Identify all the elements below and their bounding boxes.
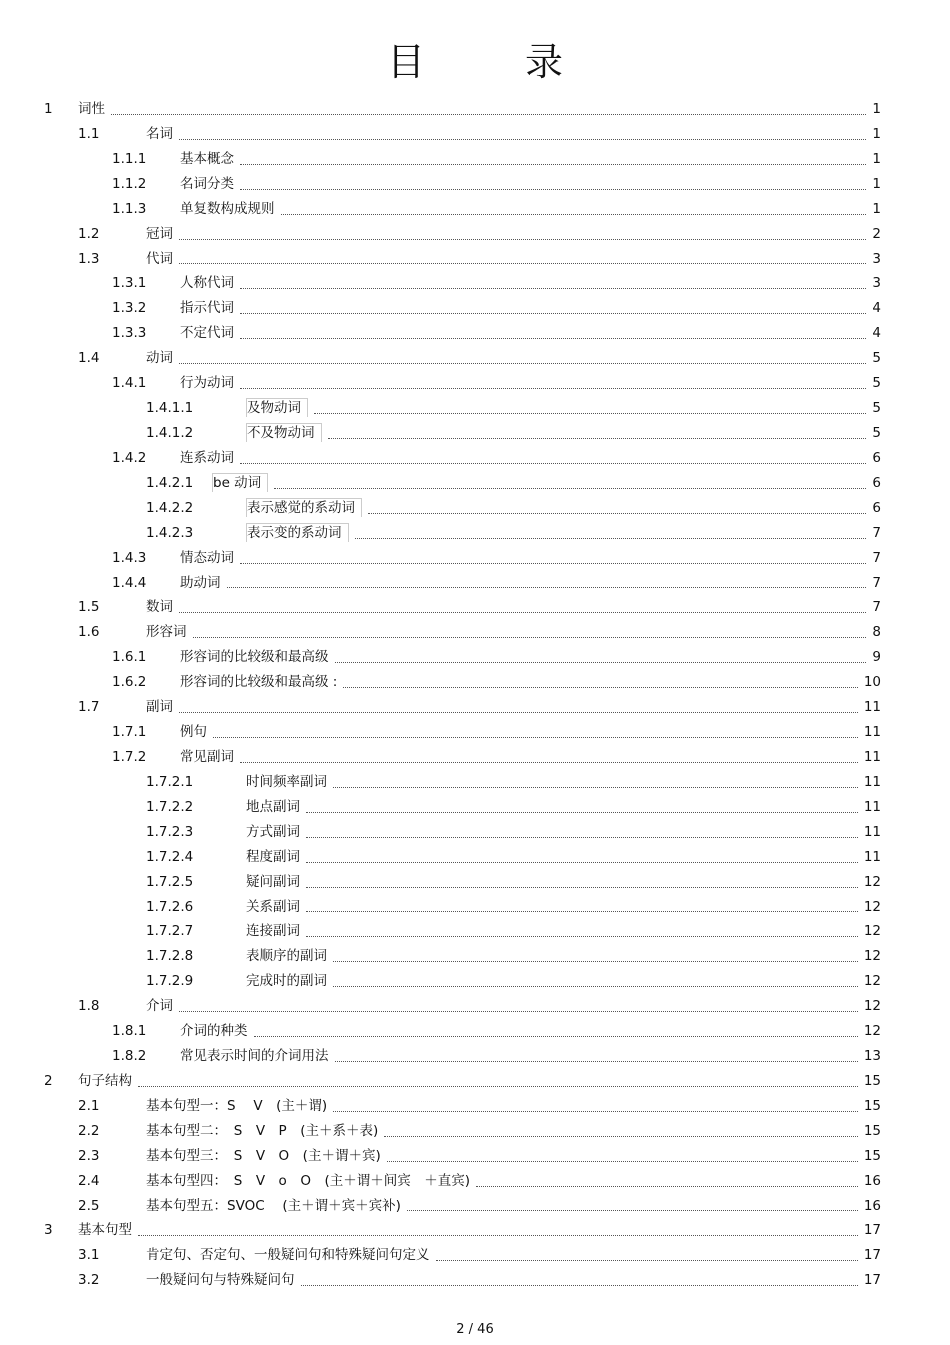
toc-leader-dots <box>254 1012 858 1037</box>
toc-entry-title: 完成时的副词 <box>246 969 331 994</box>
toc-leader-dots <box>281 190 866 215</box>
toc-entry-title: 连接副词 <box>246 919 304 944</box>
toc-entry-page: 11 <box>863 848 881 865</box>
toc-leader-dots <box>240 439 866 464</box>
toc-leader-dots <box>179 688 858 713</box>
toc-entry-title: 常见表示时间的介词用法 <box>180 1044 333 1069</box>
toc-entry-title: 表示感觉的系动词 <box>246 496 366 521</box>
toc-entry-page: 9 <box>872 649 881 666</box>
toc-entry-number: 1.8 <box>78 998 100 1015</box>
toc-entry-page: 7 <box>872 574 881 591</box>
toc-entry-number: 1.1.3 <box>112 200 147 217</box>
toc-entry-page: 12 <box>863 973 881 990</box>
toc-entry-page: 1 <box>872 175 881 192</box>
toc-entry-page: 17 <box>863 1222 881 1239</box>
toc-entry-number: 1.7.2.1 <box>146 773 194 790</box>
toc-entry-number: 1.4.1 <box>112 375 147 392</box>
toc-entry-number: 1.7.2.8 <box>146 948 194 965</box>
toc-entry-number: 1.7.2.7 <box>146 923 194 940</box>
toc-leader-dots <box>333 962 858 987</box>
toc-entry-page: 4 <box>872 325 881 342</box>
toc-entry-number: 1.4.1.2 <box>146 424 194 441</box>
toc-entry-page: 3 <box>872 250 881 267</box>
toc-entry-number: 1.4.3 <box>112 549 147 566</box>
toc-entry-number: 1.7.2.2 <box>146 798 194 815</box>
toc-entry-page: 11 <box>863 748 881 765</box>
toc-entry-title: 形容词 <box>146 620 191 645</box>
toc-leader-dots <box>179 339 866 364</box>
toc-entry-page: 12 <box>863 948 881 965</box>
toc-entry-page: 11 <box>863 699 881 716</box>
toc-entry-page: 6 <box>872 449 881 466</box>
toc-entry-number: 1.3 <box>78 250 100 267</box>
toc-leader-dots <box>306 813 858 838</box>
toc-entry-page: 12 <box>863 998 881 1015</box>
toc-entry-page: 13 <box>863 1048 881 1065</box>
toc-leader-dots <box>384 1112 858 1137</box>
toc-leader-dots <box>240 165 866 190</box>
toc-entry-title: 动词 <box>146 346 177 371</box>
toc-entry-title: 时间频率副词 <box>246 770 331 795</box>
toc-entry-number: 1.4.2.3 <box>146 524 194 541</box>
toc-leader-dots <box>301 1261 858 1286</box>
toc-leader-dots <box>274 464 866 489</box>
toc-entry-title: 名词分类 <box>180 172 238 197</box>
toc-leader-dots <box>227 564 866 589</box>
toc-entry-title: 行为动词 <box>180 371 238 396</box>
toc-entry-page: 17 <box>863 1247 881 1264</box>
toc-leader-dots <box>240 539 866 564</box>
toc-entry-page: 3 <box>872 275 881 292</box>
toc-entry-page: 16 <box>863 1172 881 1189</box>
toc-entry-number: 1.7.1 <box>112 724 147 741</box>
toc-leader-dots <box>240 314 866 339</box>
table-of-contents <box>0 97 950 1293</box>
toc-entry-page: 5 <box>872 350 881 367</box>
toc-leader-dots <box>328 414 866 439</box>
toc-entry-title: 基本句型四： S V o O (主＋谓＋间宾 ＋直宾) <box>146 1169 474 1194</box>
toc-entry-title: 例句 <box>180 720 211 745</box>
toc-leader-dots <box>179 987 858 1012</box>
toc-entry-title: 形容词的比较级和最高级 <box>180 645 333 670</box>
toc-entry-number: 1.4.2.1 <box>146 474 194 491</box>
toc-entry-number: 1.7.2.6 <box>146 898 194 915</box>
toc-leader-dots <box>368 489 866 514</box>
toc-entry-page: 10 <box>863 674 881 691</box>
toc-entry-title: 基本句型三： S V O (主＋谓＋宾) <box>146 1144 385 1169</box>
toc-entry-title: 单复数构成规则 <box>180 197 279 222</box>
toc-entry-number: 1.8.2 <box>112 1048 147 1065</box>
toc-entry-number: 1.6 <box>78 624 100 641</box>
toc-entry-number: 1.7.2.5 <box>146 873 194 890</box>
toc-entry-number: 2.3 <box>78 1147 100 1164</box>
toc-entry-title: 表顺序的副词 <box>246 944 331 969</box>
toc-entry-number: 3.1 <box>78 1247 100 1264</box>
toc-entry-number: 1.1.2 <box>112 175 147 192</box>
toc-entry-title: 冠词 <box>146 222 177 247</box>
toc-entry-title: 词性 <box>78 97 109 122</box>
toc-leader-dots <box>138 1062 858 1087</box>
toc-entry-number: 1.3.3 <box>112 325 147 342</box>
toc-entry-title: 基本句型 <box>78 1218 136 1243</box>
toc-leader-dots <box>306 838 858 863</box>
toc-entry-title: 介词的种类 <box>180 1019 252 1044</box>
toc-entry-page: 12 <box>863 923 881 940</box>
toc-entry-title: 代词 <box>146 247 177 272</box>
toc-entry-page: 7 <box>872 599 881 616</box>
toc-entry-number: 3 <box>44 1222 53 1239</box>
toc-leader-dots <box>335 638 866 663</box>
toc-entry-page: 4 <box>872 300 881 317</box>
toc-leader-dots <box>111 90 866 115</box>
toc-entry-page: 2 <box>872 225 881 242</box>
toc-entry-number: 1.7.2.3 <box>146 823 194 840</box>
toc-entry-number: 1.7.2.9 <box>146 973 194 990</box>
toc-leader-dots <box>387 1137 858 1162</box>
toc-entry-title: 关系副词 <box>246 895 304 920</box>
toc-entry-number: 2.1 <box>78 1097 100 1114</box>
toc-entry-page: 7 <box>872 524 881 541</box>
toc-entry-page: 1 <box>872 125 881 142</box>
toc-entry-number: 1.3.2 <box>112 300 147 317</box>
toc-leader-dots <box>306 788 858 813</box>
toc-entry-page: 8 <box>872 624 881 641</box>
toc-entry-number: 1.4 <box>78 350 100 367</box>
toc-entry-page: 5 <box>872 400 881 417</box>
toc-leader-dots <box>333 937 858 962</box>
toc-entry-page: 15 <box>863 1072 881 1089</box>
toc-leader-dots <box>314 389 866 414</box>
toc-leader-dots <box>138 1211 858 1236</box>
toc-entry-title: 程度副词 <box>246 845 304 870</box>
toc-entry-page: 7 <box>872 549 881 566</box>
toc-entry-title: 表示变的系动词 <box>246 521 353 546</box>
toc-entry-page: 15 <box>863 1097 881 1114</box>
toc-entry-page: 6 <box>872 474 881 491</box>
toc-entry-title: 人称代词 <box>180 271 238 296</box>
toc-entry-title: 方式副词 <box>246 820 304 845</box>
toc-entry-number: 1.5 <box>78 599 100 616</box>
toc-entry-title: 基本句型一：S V (主＋谓) <box>146 1094 331 1119</box>
toc-entry-number: 2.4 <box>78 1172 100 1189</box>
toc-entry-page: 1 <box>872 101 881 117</box>
toc-entry-title: be 动词 <box>212 471 272 496</box>
toc-entry-page: 6 <box>872 499 881 516</box>
toc-entry-number: 1.4.2.2 <box>146 499 194 516</box>
toc-entry-number: 1 <box>44 101 53 117</box>
toc-entry-title: 指示代词 <box>180 296 238 321</box>
toc-leader-dots <box>306 912 858 937</box>
toc-entry-page: 11 <box>863 724 881 741</box>
toc-leader-dots <box>193 613 866 638</box>
toc-entry-title: 肯定句、否定句、一般疑问句和特殊疑问句定义 <box>146 1243 434 1268</box>
toc-entry-page: 15 <box>863 1122 881 1139</box>
toc-entry-title: 句子结构 <box>78 1069 136 1094</box>
toc-entry-title: 基本句型五：SVOC (主＋谓＋宾＋宾补) <box>146 1194 405 1219</box>
page-footer: 2 / 46 <box>456 1322 494 1337</box>
toc-entry-title: 地点副词 <box>246 795 304 820</box>
toc-entry-page: 11 <box>863 773 881 790</box>
toc-entry-number: 1.3.1 <box>112 275 147 292</box>
toc-entry-title: 数词 <box>146 595 177 620</box>
toc-leader-dots <box>333 763 858 788</box>
toc-leader-dots <box>240 364 866 389</box>
toc-entry-number: 3.2 <box>78 1272 100 1289</box>
toc-entry-number: 1.7.2 <box>112 748 147 765</box>
toc-entry-page: 11 <box>863 823 881 840</box>
page-title: 目 录 <box>386 40 608 84</box>
toc-entry-number: 1.2 <box>78 225 100 242</box>
toc-entry-page: 1 <box>872 150 881 167</box>
toc-entry-number: 1.7.2.4 <box>146 848 194 865</box>
toc-entry-title: 基本概念 <box>180 147 238 172</box>
toc-entry-title: 及物动词 <box>246 396 312 421</box>
toc-entry-page: 17 <box>863 1272 881 1289</box>
toc-leader-dots <box>179 588 866 613</box>
toc-entry-title: 基本句型二： S V P (主＋系＋表) <box>146 1119 382 1144</box>
toc-entry-page: 11 <box>863 798 881 815</box>
toc-entry-number: 1.8.1 <box>112 1023 147 1040</box>
toc-entry[interactable] <box>0 1268 950 1293</box>
toc-entry-page: 12 <box>863 898 881 915</box>
toc-leader-dots <box>240 289 866 314</box>
toc-leader-dots <box>476 1162 858 1187</box>
toc-entry-page: 1 <box>872 200 881 217</box>
toc-leader-dots <box>179 115 866 140</box>
toc-entry-number: 1.7 <box>78 699 100 716</box>
toc-entry-number: 1.4.4 <box>112 574 147 591</box>
toc-entry-title: 形容词的比较级和最高级 : <box>180 670 341 695</box>
toc-leader-dots <box>306 863 858 888</box>
toc-entry-number: 1.4.1.1 <box>146 400 194 417</box>
toc-leader-dots <box>213 713 858 738</box>
toc-entry-number: 2.5 <box>78 1197 100 1214</box>
toc-entry-number: 1.4.2 <box>112 449 147 466</box>
toc-leader-dots <box>240 264 866 289</box>
toc-entry-page: 12 <box>863 1023 881 1040</box>
toc-entry-page: 15 <box>863 1147 881 1164</box>
toc-entry-number: 2 <box>44 1072 53 1089</box>
toc-leader-dots <box>436 1236 858 1261</box>
toc-leader-dots <box>179 240 866 265</box>
toc-entry-title: 常见副词 <box>180 745 238 770</box>
toc-entry-number: 1.1 <box>78 125 100 142</box>
toc-entry-title: 助动词 <box>180 571 225 596</box>
toc-entry-title: 疑问副词 <box>246 870 304 895</box>
toc-entry-title: 一般疑问句与特殊疑问句 <box>146 1268 299 1293</box>
toc-leader-dots <box>335 1037 858 1062</box>
toc-entry-number: 1.6.1 <box>112 649 147 666</box>
toc-entry-title: 不定代词 <box>180 321 238 346</box>
toc-entry-title: 连系动词 <box>180 446 238 471</box>
toc-leader-dots <box>306 888 858 913</box>
toc-leader-dots <box>240 140 866 165</box>
toc-leader-dots <box>343 663 858 688</box>
toc-leader-dots <box>333 1087 858 1112</box>
toc-entry-title: 情态动词 <box>180 546 238 571</box>
toc-entry-title: 介词 <box>146 994 177 1019</box>
toc-entry-page: 5 <box>872 375 881 392</box>
toc-entry-title: 名词 <box>146 122 177 147</box>
toc-entry-page: 5 <box>872 424 881 441</box>
toc-entry-number: 2.2 <box>78 1122 100 1139</box>
toc-entry-number: 1.6.2 <box>112 674 147 691</box>
toc-entry-page: 16 <box>863 1197 881 1214</box>
toc-leader-dots <box>179 215 866 240</box>
toc-entry-title: 不及物动词 <box>246 421 326 446</box>
toc-entry-title: 副词 <box>146 695 177 720</box>
toc-leader-dots <box>240 738 858 763</box>
toc-leader-dots <box>355 514 866 539</box>
toc-entry-number: 1.1.1 <box>112 150 147 167</box>
toc-leader-dots <box>407 1187 858 1212</box>
toc-entry-page: 12 <box>863 873 881 890</box>
